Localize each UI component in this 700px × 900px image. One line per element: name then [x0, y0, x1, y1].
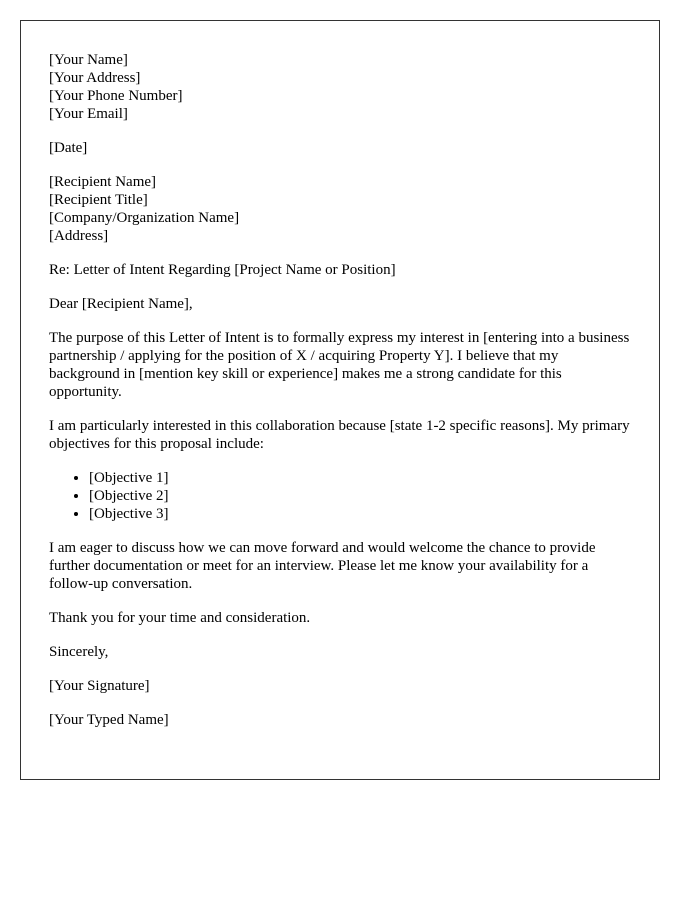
recipient-address: [Address] — [49, 228, 109, 244]
sender-name: [Your Name] — [49, 52, 128, 68]
letter-page — [20, 20, 660, 780]
recipient-block — [49, 173, 631, 245]
recipient-title: [Recipient Title] — [49, 192, 148, 208]
objective-item: • [Objective 1] — [89, 469, 631, 487]
body-paragraph-1: The purpose of this Letter of Intent is to formally express my interest in [entering into a business partnership / applying for the position of X / acquiring Property Y]. I believe that my background in [mention key skill or experience] makes me a strong candidate for this opportunity. — [49, 330, 630, 400]
recipient-company: [Company/Organization Name] — [49, 210, 240, 226]
closing: Sincerely, — [49, 644, 109, 660]
sender-phone: [Your Phone Number] — [49, 88, 183, 104]
letter-date: [Date] — [49, 140, 88, 156]
subject-line: Re: Letter of Intent Regarding [Project Name or Position] — [49, 262, 396, 278]
objectives-list — [49, 469, 631, 523]
typed-name: [Your Typed Name] — [49, 712, 169, 728]
objective-item: • [Objective 2] — [89, 487, 631, 505]
body-paragraph-3: I am eager to discuss how we can move forward and would welcome the chance to provide further documentation or meet for an interview. Please let me know your availability for a follow-up conversation. — [49, 540, 596, 592]
sender-email: [Your Email] — [49, 106, 128, 122]
sender-block — [49, 51, 631, 123]
body-paragraph-4: Thank you for your time and consideration. — [49, 610, 311, 626]
objective-item: • [Objective 3] — [89, 505, 631, 523]
body-paragraph-2: I am particularly interested in this collaboration because [state 1-2 specific reasons]. My primary objectives for this proposal include: — [49, 418, 630, 452]
salutation: Dear [Recipient Name], — [49, 296, 193, 312]
recipient-name: [Recipient Name] — [49, 174, 157, 190]
signature: [Your Signature] — [49, 678, 150, 694]
sender-address: [Your Address] — [49, 70, 141, 86]
